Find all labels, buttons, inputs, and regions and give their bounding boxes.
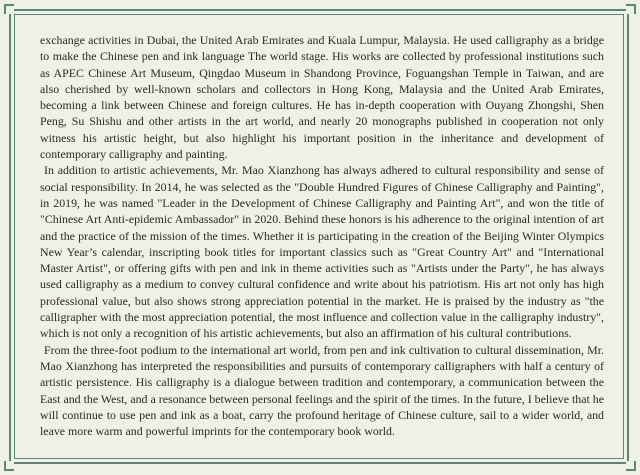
corner-ornament-bottom-left <box>4 461 14 471</box>
corner-ornament-bottom-right <box>626 461 636 471</box>
paragraph-3: From the three-foot podium to the international art world, from pen and ink cultivation to cultural dissemination, Mr. Mao Xianzhong has interpreted the responsibilities and pursuits of contemporary calligraphers with half a century of artistic persistence. His calligraphy is a dialogue between tradition and contemporary, a communication between the East and the West, and a resonance between personal feelings and the spirit of the times. In the future, I believe that he will continue to use pen and ink as a boat, carry the profound heritage of Chinese culture, sail to a wider world, and leave more warm and powerful imprints for the contemporary book world. <box>40 342 604 439</box>
article-body <box>40 32 604 439</box>
corner-ornament-top-left <box>4 4 14 14</box>
corner-ornament-top-right <box>626 4 636 14</box>
paragraph-2: In addition to artistic achievements, Mr. Mao Xianzhong has always adhered to cultural responsibility and sense of social responsibility. In 2014, he was selected as the "Double Hundred Figures of Chinese Calligraphy and Painting", in 2019, he was named "Leader in the Development of Chinese Calligraphy and Painting Art", and won the title of "Chinese Art Anti-epidemic Ambassador" in 2020. Behind these honors is his adherence to the original intention of art and the practice of the mission of the times. Whether it is participating in the creation of the Beijing Winter Olympics New Year’s calendar, inscripting book titles for important classics such as "Great Country Art" and "International Master Artist", or offering gifts with pen and ink in theme activities such as "Artists under the Party", he has always used calligraphy as a medium to convey cultural confidence and write about his patriotism. His art not only has high professional value, but also shows strong appreciation potential in the market. He is praised by the industry as "the calligrapher with the most appreciation potential, the most influence and collection value in the calligraphy industry", which is not only a recognition of his artistic achievements, but also an affirmation of his cultural contributions. <box>40 163 604 341</box>
paragraph-1: exchange activities in Dubai, the United Arab Emirates and Kuala Lumpur, Malaysia. He used calligraphy as a bridge to make the Chinese pen and ink language The world stage. His works are collected by professional institutions such as APEC Chinese Art Museum, Qingdao Museum in Shandong Province, Foguangshan Temple in Taiwan, and are also cherished by well-known scholars and collectors in Hong Kong, Malaysia and the United Arab Emirates, becoming a link between Chinese and foreign cultures. He has in-depth cooperation with Ouyang Zhongshi, Shen Peng, Su Shishu and other artists in the art world, and nearly 20 monographs published in cooperation not only witness his artistic height, but also highlight his important position in the inheritance and development of contemporary calligraphy and painting. <box>40 33 604 162</box>
